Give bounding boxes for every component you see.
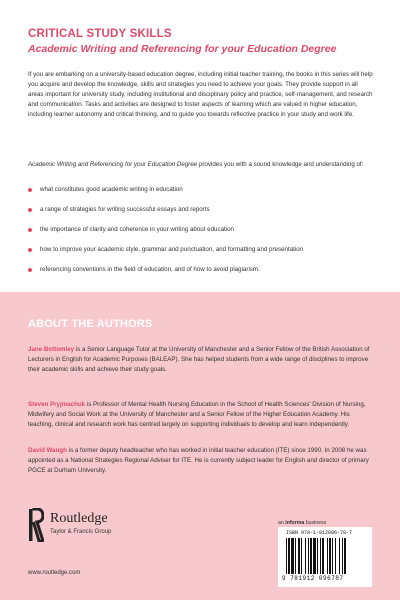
summary-paragraph: [28, 160, 374, 170]
summary-book-title: Academic Writing and Referencing for your Education Degree: [28, 161, 198, 168]
author-bio: [28, 345, 374, 375]
informa-brand: informa: [285, 520, 305, 526]
barcode: [278, 527, 372, 587]
publisher-group: Taylor & Francis Group: [50, 529, 112, 535]
isbn-text: ISBN 978-1-912096-78-7: [286, 530, 353, 536]
bullet-icon: [28, 248, 32, 252]
book-title: Academic Writing and Referencing for your Education Degree: [28, 43, 337, 55]
author-bio-text: is Professor of Mental Health Nursing Education in the School of Health Sciences' Division of Nursing, Midwifery and Social Work at the University of Manchester and a Senior Fellow of the Higher Education Academy. His teaching, clinical and research work has centred largely on supporting individuals to develop and learn independently.: [28, 401, 366, 428]
publisher-logo: [28, 508, 168, 568]
publisher-website: www.routledge.com: [28, 570, 81, 576]
author-name: David Waugh: [28, 447, 67, 454]
series-title: CRITICAL STUDY SKILLS: [28, 28, 172, 40]
list-item: [28, 185, 374, 195]
author-name: Steven Pryjmachuk: [28, 401, 86, 408]
list-item-text: referencing conventions in the field of education, and of how to avoid plagiarism.: [40, 266, 260, 273]
list-item-text: the importance of clarity and coherence in your writing about education: [40, 226, 234, 233]
routledge-r-icon: [28, 508, 44, 542]
upper-panel: [0, 0, 400, 292]
bullet-icon: [28, 208, 32, 212]
informa-suffix: business: [304, 520, 327, 526]
barcode-bars: [286, 538, 366, 574]
bullet-icon: [28, 268, 32, 272]
informa-business-label: [278, 520, 326, 526]
list-item: [28, 245, 374, 255]
list-item: [28, 265, 374, 275]
list-item: [28, 205, 374, 215]
list-item-text: how to improve your academic style, grammar and punctuation, and formatting and presentation: [40, 246, 304, 253]
author-bio-text: is a Senior Language Tutor at the University of Manchester and a Senior Fellow of the British Association of Lecturers in English for Academic Purposes (BALEAP). She has helped students from a wide range of disciplines to improve their academic skills and achieve their study goals.: [28, 346, 370, 373]
author-bio: [28, 400, 374, 430]
intro-paragraph: If you are embarking on a university-based education degree, including initial teacher training, the books in this series will help you acquire and develop the knowledge, skills and strategies you need to achieve your goals. They provide support in all areas important for university study, including institutional and disciplinary policy and practice, self-management, and research and communication. Tasks and activities are designed to foster aspects of learning which are valued in higher education, including learner autonomy and critical thinking, and to guide you towards reflective practice in your study and work life.: [28, 71, 373, 118]
summary-text: provides you with a sound knowledge and understanding of:: [197, 161, 364, 168]
barcode-number: 9 781912 096787: [282, 575, 344, 582]
author-name: Jane Bottomley: [28, 346, 75, 353]
list-item: [28, 225, 374, 235]
about-authors-heading: ABOUT THE AUTHORS: [28, 318, 153, 330]
list-item-text: what constitutes good academic writing in education: [40, 186, 183, 193]
bullet-icon: [28, 188, 32, 192]
publisher-name: Routledge: [50, 511, 108, 526]
author-bio: [28, 446, 374, 476]
bullet-icon: [28, 228, 32, 232]
learning-points-list: [28, 185, 374, 285]
author-bio-text: is a former deputy headteacher who has worked in initial teacher education (ITE) since 1990. In 2008 he was appointed as a National Strategies Regional Adviser for ITE. He is currently subject leader for English and director of primary PGCE at Durham University.: [28, 447, 369, 474]
informa-prefix: an: [278, 520, 286, 526]
list-item-text: a range of strategies for writing successful essays and reports: [40, 206, 210, 213]
